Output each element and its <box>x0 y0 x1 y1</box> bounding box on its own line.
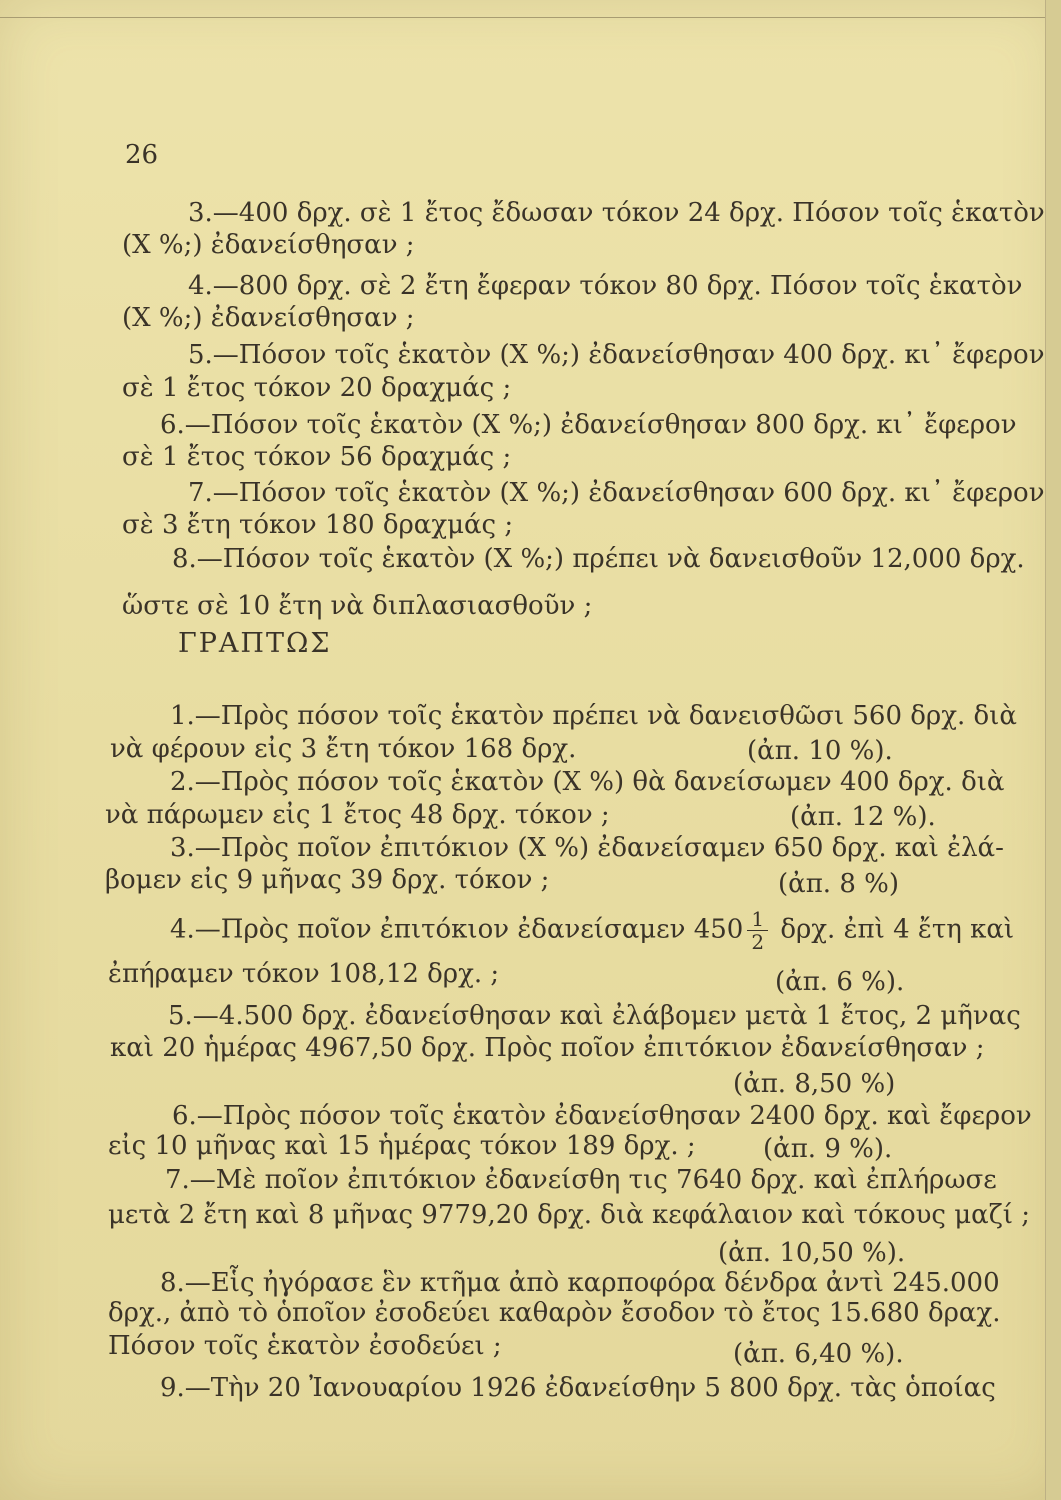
exercise-8-line-1: 8.—Πόσον τοῖς ἑκατὸν (Χ %;) πρέπει νὰ δανεισθοῦν 12,000 δρχ. <box>172 544 1025 574</box>
section-heading: ΓΡΑΠΤΩΣ <box>178 628 332 659</box>
exercise-6-line-2: σὲ 1 ἔτος τόκον 56 δραχμάς ; <box>122 442 512 472</box>
problem-4-line-2: ἐπήραμεν τόκον 108,12 δρχ. ; <box>108 959 500 989</box>
exercise-3-line-1: 3.—400 δρχ. σὲ 1 ἔτος ἔδωσαν τόκον 24 δρχ. Πόσον τοῖς ἑκατὸν <box>188 198 1045 228</box>
problem-3-line-1: 3.—Πρὸς ποῖον ἐπιτόκιον (Χ %) ἐδανείσαμεν 650 δρχ. καὶ ἐλά- <box>170 833 1004 863</box>
exercise-4-line-2: (Χ %;) ἐδανείσθησαν ; <box>122 303 415 333</box>
problem-8-line-1: 8.—Εἷς ἠγόρασε ἓν κτῆμα ἀπὸ καρποφόρα δένδρα ἀντὶ 245.000 <box>160 1268 1000 1298</box>
problem-4-line-1 <box>170 908 1014 953</box>
exercise-8-line-2: ὥστε σὲ 10 ἔτη νὰ διπλασιασθοῦν ; <box>122 591 593 621</box>
problem-5-line-1: 5.—4.500 δρχ. ἐδανείσθησαν καὶ ἐλάβομεν μετὰ 1 ἔτος, 2 μῆνας <box>168 1001 1021 1031</box>
exercise-6-line-1: 6.—Πόσον τοῖς ἑκατὸν (Χ %;) ἐδανείσθησαν 800 δρχ. κι᾽ ἔφερον <box>160 410 1017 440</box>
problem-6-line-2: εἰς 10 μῆνας καὶ 15 ἡμέρας τόκον 189 δρχ. ; <box>108 1131 696 1161</box>
problem-1-answer: (ἀπ. 10 %). <box>747 736 893 766</box>
problem-6-line-1: 6.—Πρὸς πόσον τοῖς ἑκατὸν ἐδανείσθησαν 2400 δρχ. καὶ ἔφερον <box>172 1101 1032 1131</box>
problem-6-answer: (ἀπ. 9 %). <box>763 1134 893 1164</box>
problem-5-answer: (ἀπ. 8,50 %) <box>733 1069 896 1099</box>
problem-3-answer: (ἀπ. 8 %) <box>778 869 899 899</box>
page-number: 26 <box>125 140 159 170</box>
fraction-denominator: 2 <box>751 930 765 954</box>
exercise-5-line-1: 5.—Πόσον τοῖς ἑκατὸν (Χ %;) ἐδανείσθησαν 400 δρχ. κι᾽ ἔφερον <box>188 340 1045 370</box>
exercise-3-line-2: (Χ %;) ἐδανείσθησαν ; <box>122 230 415 260</box>
problem-9-line-1: 9.—Τὴν 20 Ἰανουαρίου 1926 ἐδανείσθην 5 800 δρχ. τὰς ὁποίας <box>160 1373 996 1403</box>
problem-2-line-1: 2.—Πρὸς πόσον τοῖς ἑκατὸν (Χ %) θὰ δανείσωμεν 400 δρχ. διὰ <box>170 767 1005 797</box>
problem-1-line-2: νὰ φέρουν εἰς 3 ἔτη τόκον 168 δρχ. <box>110 734 577 764</box>
problem-7-line-1: 7.—Μὲ ποῖον ἐπιτόκιον ἐδανείσθη τις 7640 δρχ. καὶ ἐπλήρωσε <box>165 1165 997 1195</box>
problem-7-line-2: μετὰ 2 ἔτη καὶ 8 μῆνας 9779,20 δρχ. διὰ κεφάλαιον καὶ τόκους μαζί ; <box>108 1200 1031 1230</box>
top-rule <box>0 17 1061 18</box>
problem-4-text-a: 4.—Πρὸς ποῖον ἐπιτόκιον ἐδανείσαμεν 450 <box>170 914 744 945</box>
exercise-5-line-2: σὲ 1 ἔτος τόκον 20 δραχμάς ; <box>122 373 512 403</box>
problem-8-answer: (ἀπ. 6,40 %). <box>733 1339 904 1369</box>
exercise-7-line-1: 7.—Πόσον τοῖς ἑκατὸν (Χ %;) ἐδανείσθησαν 600 δρχ. κι᾽ ἔφερον <box>188 478 1045 508</box>
exercise-4-line-1: 4.—800 δρχ. σὲ 2 ἔτη ἔφεραν τόκον 80 δρχ. Πόσον τοῖς ἑκατὸν <box>188 271 1023 301</box>
problem-8-line-3: Πόσον τοῖς ἑκατὸν ἐσοδεύει ; <box>108 1331 502 1361</box>
problem-3-line-2: βομεν εἰς 9 μῆνας 39 δρχ. τόκον ; <box>105 865 550 895</box>
problem-5-line-2: καὶ 20 ἡμέρας 4967,50 δρχ. Πρὸς ποῖον ἐπιτόκιον ἐδανείσθησαν ; <box>110 1033 985 1063</box>
fraction-numerator: 1 <box>747 908 768 931</box>
problem-4-text-b: δρχ. ἐπὶ 4 ἔτη καὶ <box>780 914 1015 945</box>
problem-7-answer: (ἀπ. 10,50 %). <box>718 1238 906 1268</box>
problem-8-line-2: δρχ., ἀπὸ τὸ ὁποῖον ἐσοδεύει καθαρὸν ἔσοδον τὸ ἔτος 15.680 δραχ. <box>108 1298 1001 1328</box>
binding-edge <box>1046 0 1061 1500</box>
problem-1-line-1: 1.—Πρὸς πόσον τοῖς ἑκατὸν πρέπει νὰ δανεισθῶσι 560 δρχ. διὰ <box>170 701 1017 731</box>
problem-2-answer: (ἀπ. 12 %). <box>790 802 936 832</box>
problem-2-line-2: νὰ πάρωμεν εἰς 1 ἔτος 48 δρχ. τόκον ; <box>105 800 610 830</box>
problem-4-answer: (ἀπ. 6 %). <box>775 967 905 997</box>
problem-4-fraction <box>747 908 768 953</box>
exercise-7-line-2: σὲ 3 ἔτη τόκον 180 δραχμάς ; <box>122 510 514 540</box>
